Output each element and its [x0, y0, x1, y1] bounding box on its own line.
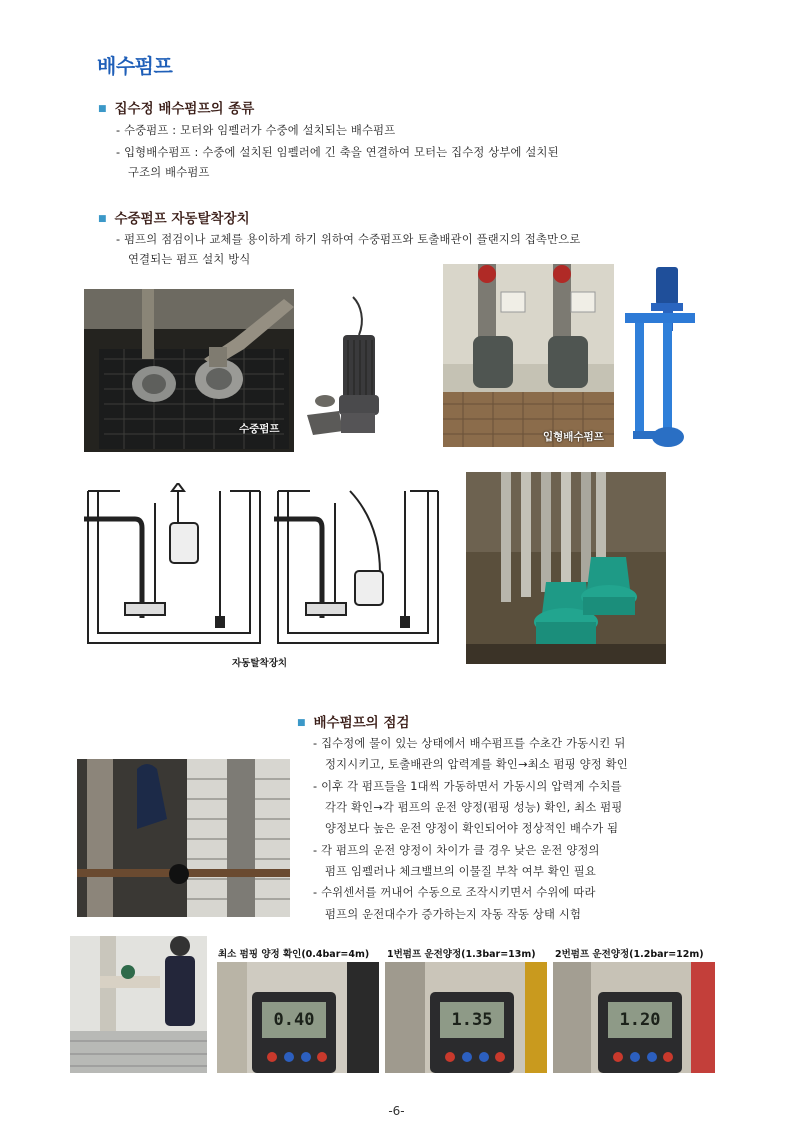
gauge-reading-3: 1.20: [619, 1010, 661, 1030]
section3-line-7: 펌프 임펠러나 체크밸브의 이물질 부착 여부 확인 필요: [325, 865, 597, 878]
submersible-pump-product-photo: [303, 295, 385, 443]
gauge-caption-2: 1번펌프 운전양정(1.3bar=13m): [387, 949, 536, 960]
gauge-photo-1: [217, 962, 379, 1073]
square-bullet-icon: ■: [98, 104, 107, 114]
section3-line-6: - 각 펌프의 운전 양정이 차이가 클 경우 낮은 운전 양정의: [313, 844, 600, 857]
blue-vertical-pump-photo: [621, 265, 707, 450]
auto-coupling-diagram: [80, 483, 443, 651]
gauge-reading-1: 0.40: [273, 1010, 315, 1030]
green-pumps-photo: [466, 472, 666, 664]
submersible-pump-photo: [84, 289, 294, 452]
section2-line-1: - 펌프의 점검이나 교체를 용이하게 하기 위하여 수중펌프와 토출배관이 플랜지의 접촉만으로: [116, 233, 581, 246]
section-heading-inspection: ■ 배수펌프의 점검: [297, 715, 410, 731]
pump-inspection-photo: [77, 759, 290, 917]
vertical-pump-caption: 입형배수펌프: [543, 431, 604, 443]
section3-line-1: - 집수정에 물이 있는 상태에서 배수펌프를 수초간 가동시킨 뒤: [313, 737, 626, 750]
section3-line-2: 정지시키고, 토출배관의 압력계를 확인→최소 펌핑 양정 확인: [325, 758, 628, 771]
section-heading-auto-coupling: ■ 수중펌프 자동탈착장치: [98, 211, 250, 227]
section3-line-9: 펌프의 운전대수가 증가하는지 자동 작동 상태 시험: [325, 908, 582, 921]
vertical-pump-photo: [443, 264, 614, 447]
section3-line-4: 각각 확인→각 펌프의 운전 양정(펌핑 성능) 확인, 최소 펌핑: [325, 801, 623, 814]
section1-line-2: - 입형배수펌프 : 수중에 설치된 임펠러에 긴 축을 연결하여 모터는 집수정 상부에 설치된: [116, 146, 559, 159]
page-number: -6-: [388, 1104, 405, 1118]
gauge-caption-3: 2번펌프 운전양정(1.2bar=12m): [555, 949, 704, 960]
submersible-pump-caption: 수중펌프: [239, 423, 280, 435]
square-bullet-icon: ■: [297, 718, 306, 728]
auto-coupling-caption: 자동탈착장치: [232, 658, 288, 669]
gauge-photo-3: [553, 962, 715, 1073]
section1-line-1: - 수중펌프 : 모터와 임펠러가 수중에 설치되는 배수펌프: [116, 124, 396, 137]
page-title: 배수펌프: [97, 54, 173, 78]
section3-line-5: 양정보다 높은 운전 양정이 확인되어야 정상적인 배수가 됨: [325, 822, 619, 835]
gauge-photo-2: [385, 962, 547, 1073]
section3-line-3: - 이후 각 펌프들을 1대씩 가동하면서 가동시의 압력계 수치를: [313, 780, 622, 793]
operator-photo: [70, 936, 207, 1073]
section-heading-pump-types: ■ 집수정 배수펌프의 종류: [98, 101, 255, 117]
section1-line-3: 구조의 배수펌프: [128, 166, 210, 179]
section3-line-8: - 수위센서를 꺼내어 수동으로 조작시키면서 수위에 따라: [313, 886, 596, 899]
gauge-reading-2: 1.35: [451, 1010, 493, 1030]
square-bullet-icon: ■: [98, 214, 107, 224]
section2-line-2: 연결되는 펌프 설치 방식: [128, 253, 251, 266]
gauge-caption-1: 최소 펌핑 양정 확인(0.4bar=4m): [218, 949, 370, 960]
